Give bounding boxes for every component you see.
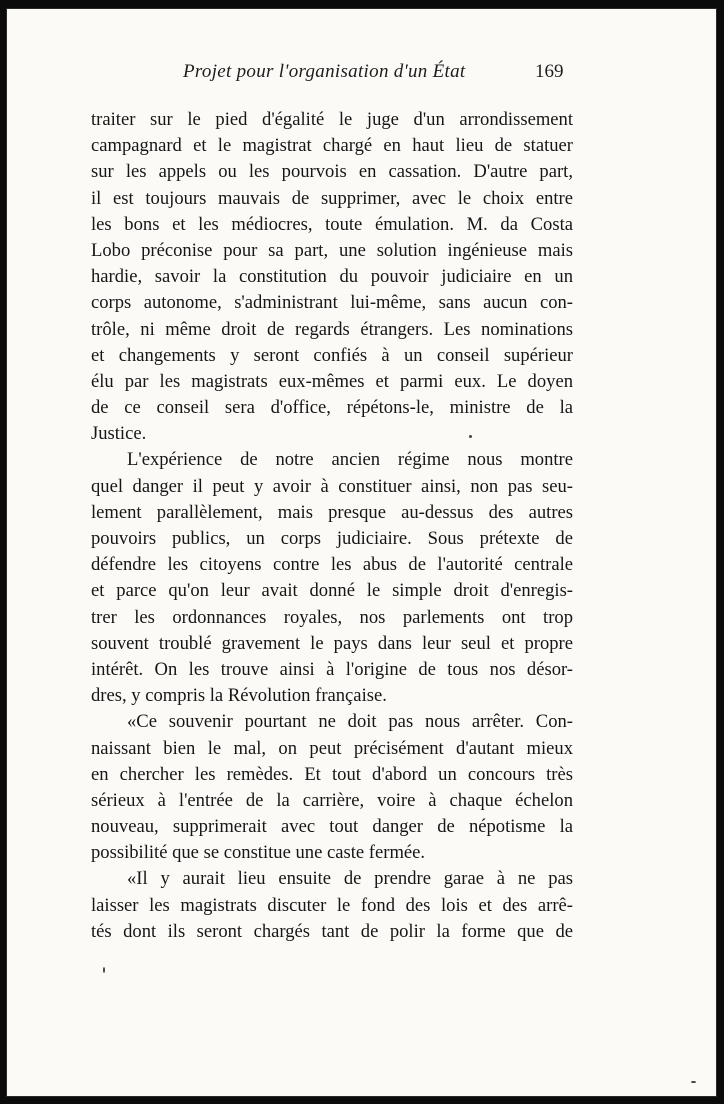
ink-speck [691,1081,696,1083]
text-line: les bons et les médiocres, toute émulation. M. da Costa [91,213,573,235]
paragraph-end-line: dres, y compris la Révolution française. [91,685,387,707]
book-page [6,8,717,1097]
text-line: lement parallèlement, mais presque au-dessus des autres [91,501,573,523]
text-line: de ce conseil sera d'office, répétons-le, ministre de la [91,397,573,419]
text-line: laisser les magistrats discuter le fond des lois et des arrê- [91,894,573,916]
text-line: en chercher les remèdes. Et tout d'abord un concours très [91,763,573,785]
text-line: et parce qu'on leur avait donné le simple droit d'enregis- [91,580,573,602]
paragraph-end-line: possibilité que se constitue une caste fermée. [91,842,426,864]
text-line: naissant bien le mal, on peut précisément d'autant mieux [91,737,573,759]
text-line: intérêt. On les trouve ainsi à l'origine de tous nos désor- [91,658,573,680]
text-line: sur les appels ou les pourvois en cassation. D'autre part, [91,161,573,183]
paragraph-start-line: L'expérience de notre ancien régime nous montre [127,449,573,471]
text-line: corps autonome, s'administrant lui-même, sans aucun con- [91,292,573,314]
text-line: souvent troublé gravement le pays dans leur seul et propre [91,632,573,654]
page-number: 169 [535,61,564,82]
running-title: Projet pour l'organisation d'un État [183,61,466,82]
text-line: trer les ordonnances royales, nos parlements ont trop [91,606,573,628]
text-line: pouvoirs publics, un corps judiciaire. Sous prétexte de [91,528,573,549]
text-line: sérieux à l'entrée de la carrière, voire à chaque échelon [91,789,573,811]
ink-speck [469,435,472,438]
text-line: campagnard et le magistrat chargé en haut lieu de statuer [91,135,573,157]
text-line: défendre les citoyens contre les abus de l'autorité centrale [91,554,573,576]
paragraph-end-line: Justice. [91,423,147,445]
text-line: tés dont ils seront chargés tant de polir la forme que de [91,920,573,942]
text-line: et changements y seront confiés à un conseil supérieur [91,344,573,366]
body-text [91,107,573,945]
text-line: nouveau, supprimerait avec tout danger de népotisme la [91,816,573,838]
page-header [7,61,716,91]
paragraph-start-line: «Ce souvenir pourtant ne doit pas nous arrêter. Con- [127,711,573,733]
paragraph-start-line: «Il y aurait lieu ensuite de prendre garae à ne pas [127,868,573,890]
text-line: hardie, savoir la constitution du pouvoir judiciaire en un [91,266,573,288]
text-line: élu par les magistrats eux-mêmes et parmi eux. Le doyen [91,370,573,392]
text-line: quel danger il peut y avoir à constituer ainsi, non pas seu- [91,475,573,497]
text-line: il est toujours mauvais de supprimer, avec le choix entre [91,187,573,209]
ink-speck [103,967,105,973]
text-line: Lobo préconise pour sa part, une solution ingénieuse mais [91,239,573,261]
text-line: traiter sur le pied d'égalité le juge d'un arrondissement [91,109,573,130]
text-line: trôle, ni même droit de regards étrangers. Les nominations [91,318,573,340]
